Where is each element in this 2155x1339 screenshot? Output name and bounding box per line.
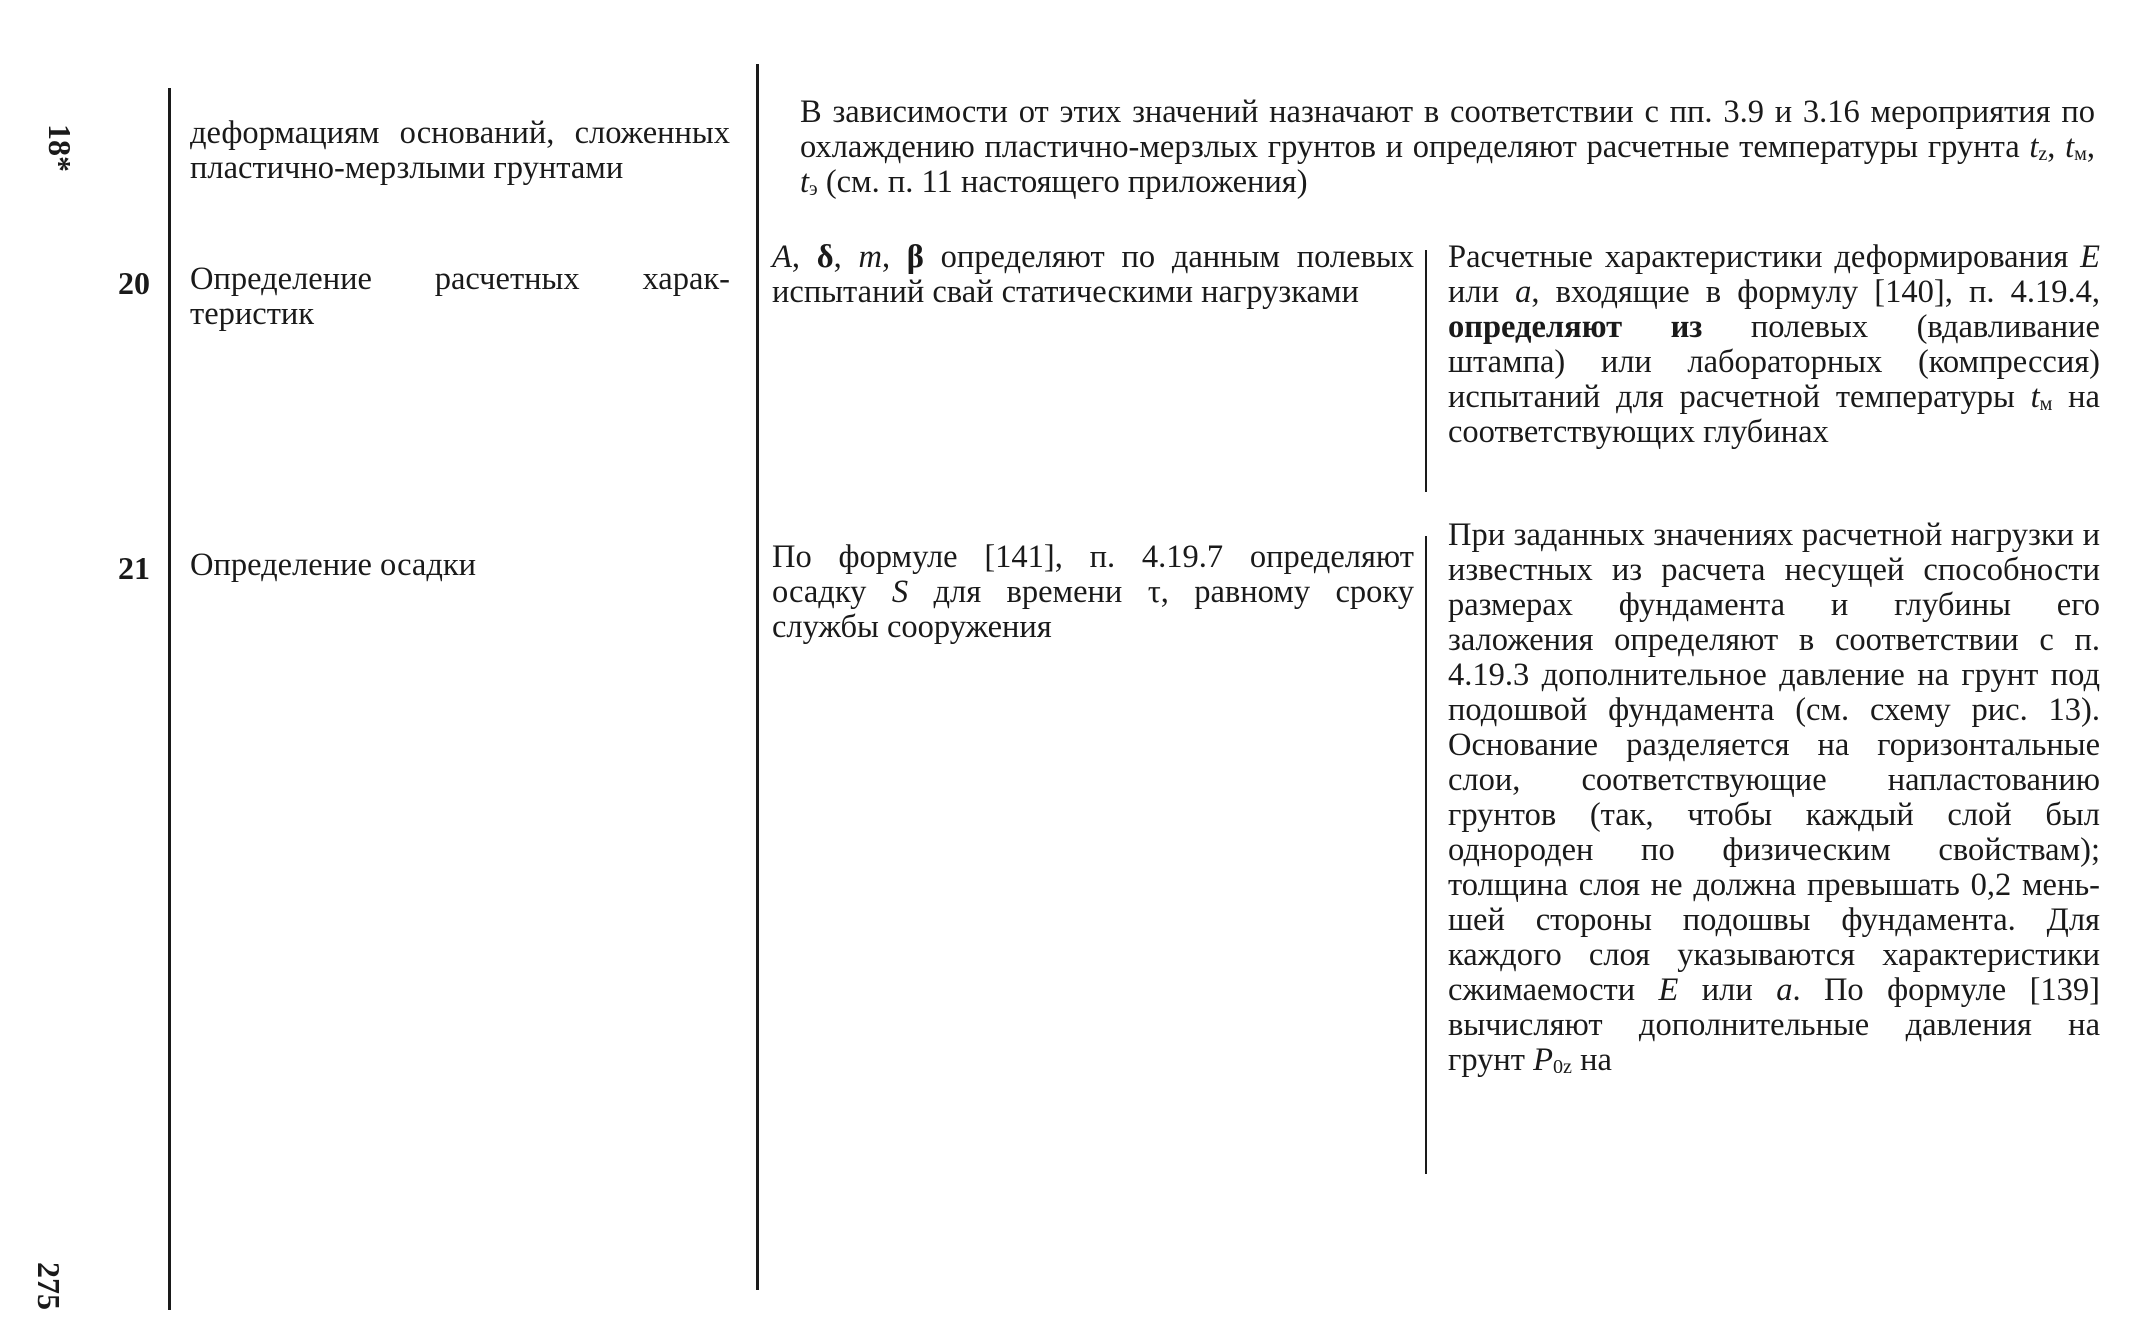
intro-right-text: В зависимости от этих значений назначают в соответствии с пп. 3.9 и 3.16 мероприятия по охлаждению пластично-мерзлых грунтов и определяют расчетные температуры грунта [800,94,2095,165]
page-number-text: 275 [31,1262,67,1310]
intro-right-cell [800,95,2095,200]
param-symbol: m [858,239,882,275]
row-method-cell [772,540,1414,645]
row-details-cell [1448,240,2100,450]
temp-symbol: t [2030,379,2040,415]
row-number-text: 20 [118,265,150,301]
param-symbol: S [891,574,909,610]
row-details-text: на соответствующих глубинах [1448,379,2100,450]
temp-symbol: t [2065,129,2075,165]
row-details-text: или [1448,274,1516,310]
param-symbol: a [1515,274,1532,310]
intro-right-tail: (см. п. 11 настоящего приложения) [817,164,1308,200]
separator: , [791,239,817,275]
param-symbol: A [772,239,792,275]
column-divider-sub-row21 [1425,536,1427,1174]
sheet-signature-text: 18* [42,124,78,172]
param-symbol: E [2080,239,2100,275]
pressure-subscript: 0z [1552,1056,1572,1079]
pressure-symbol: P [1533,1042,1553,1078]
row-details-text: . По формуле [139] вычисляют дополнительные давления на грунт [1448,972,2100,1078]
separator: , [2086,129,2095,165]
column-divider-main [756,64,759,1290]
sheet-signature-mark [44,124,76,172]
separator: , [881,239,907,275]
param-symbol: E [1658,972,1679,1008]
row-method-text: для времени τ, равному сроку службы сооружения [772,574,1415,645]
row-title-text: Определение расчетных характеристик [190,261,730,332]
column-divider-sub-row20 [1425,250,1427,492]
row-method-text: По формуле [141], п. 4.19.7 определяют осадку [772,539,1414,610]
temp-symbol: t [2029,129,2039,165]
row-details-text: При заданных значениях расчетной нагрузки и известных из расчета несущей способности размерах фундамента и глубины его заложения определяют в соответствии с п. 4.19.3 дополнительное давление на грунт под подошвой фундамента (см. схему рис. 13). Основание разделяется на горизонтальные слои, соответствующие напластованию грунтов (так, чтобы каждый слой был однороден по физическим свойствам); толщина слоя не должна превышать 0,2 меньшей стороны подошвы фундамента. Для каждого слоя указываются характеристики сжимаемости [1448,517,2100,1008]
temp-subscript: э [809,178,818,201]
row-number-text: 21 [118,550,150,586]
emphasis-text: определяют из [1448,309,1703,345]
temp-subscript: z [2038,143,2048,166]
row-number [90,267,150,299]
row-title-cell [190,262,730,332]
separator: , [833,239,859,275]
row-details-text: , входящие в формулу [140], п. 4.19.4, [1531,274,2100,310]
row-method-text: определяют по данным полевых испытаний свай статическими нагрузками [772,239,1415,310]
param-symbol: a [1776,972,1793,1008]
row-details-text: Расчетные характеристики деформирования [1448,239,2081,275]
intro-left-text: деформациям оснований, сложенных пластично-мерзлыми грунтами [190,115,730,186]
table-left-rule [168,88,171,1310]
page-number [33,1262,65,1310]
row-title-cell [190,548,730,583]
row-details-text: или [1678,972,1777,1008]
temp-subscript: м [2039,393,2053,416]
param-symbol: δ [816,239,834,275]
param-symbol: β [906,239,924,275]
row-method-cell [772,240,1414,310]
temp-symbol: t [800,164,810,200]
row-number [90,552,150,584]
temp-subscript: м [2074,143,2087,166]
row-details-text: на [1572,1042,1612,1078]
intro-left-cell [190,116,730,186]
row-details-text: полевых (вдавливание штампа) или лабораторных (компрессия) испытаний для расчетной температуры [1448,309,2100,415]
separator: , [2047,129,2066,165]
row-details-cell [1448,518,2100,1078]
row-title-text: Определение осадки [190,547,477,583]
